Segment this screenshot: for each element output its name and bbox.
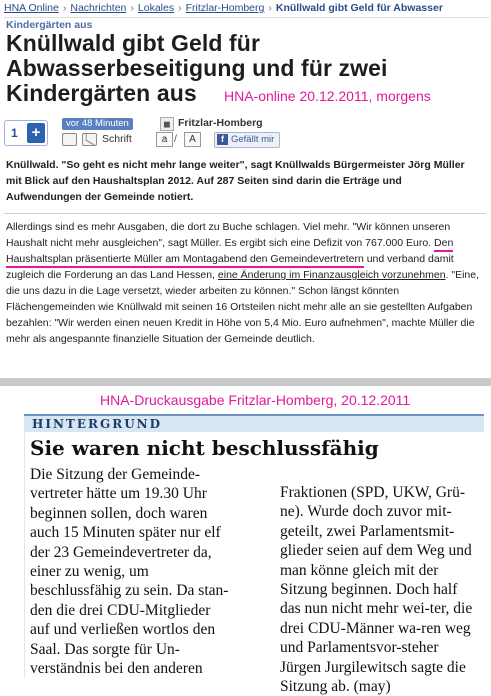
- print-headline: Sie waren nicht beschlussfähig: [30, 436, 379, 460]
- font-size-label: Schrift: [102, 133, 132, 145]
- body-text-part: und verband damit zugleich die Forderung an das Land Hessen,: [6, 253, 454, 281]
- body-text-part: . "Eine, die uns dazu in die Lage versetzt, wieder arbeiten zu können." Schon längst könnten Flächengemeinden wie Knüllwald mit seinen 16 Ortsteilen nicht mehr alle an sie gestellten Aufgaben bezahlen: "Wir werden einen neuen Kredit in Höhe von 5,4 Mio. Euro aufnehmen", machte Müller die mehr als angespannte finanzielle Situation der Gemeinde deutlich.: [6, 269, 480, 345]
- breadcrumb-link-fritzlar-homberg[interactable]: Fritzlar-Homberg: [185, 2, 265, 14]
- print-column-2: Fraktionen (SPD, UKW, Grü-ne). Wurde doch zuvor mit-geteilt, zwei Parlamentsmit-glieder seien auf dem Weg und man könne gleich mit der Sitzung beginnen. Doch half das nun nicht mehr wei-ter, die drei CDU-Männer wa-ren weg und Parlamentsvor-steher Jürgen Jurgilewitsch sagte die Sitzung ab. (may): [280, 484, 473, 696]
- article-teaser: Knüllwald. "So geht es nicht mehr lange weiter", sagt Knüllwalds Bürgermeister Jörg Müller mit Blick auf den Haushaltsplan 2012. Auf 287 Seiten sind darin die Erträge und Aufwendungen der Gemeinde notiert.: [6, 159, 465, 203]
- font-smaller-button[interactable]: a: [156, 132, 173, 147]
- rubric-label: HINTERGRUND: [32, 417, 163, 431]
- breadcrumb-separator: ›: [268, 2, 272, 14]
- breadcrumb-link-lokales[interactable]: Lokales: [137, 2, 175, 14]
- breadcrumb-separator: ›: [62, 2, 67, 14]
- share-count: 1: [11, 126, 18, 140]
- print-column-1: Die Sitzung der Gemeinde-vertreter hätte um 19.30 Uhr beginnen sollen, doch waren auch 15 Minuten später nur elf der 23 Gemeindevertreter da, einer zu wenig, um beschlussfähig zu sein. Da stan-den die drei CDU-Mitglieder auf und verließen wortlos den Saal. Das sorgte für Un-verständnis bei den anderen: [30, 466, 229, 678]
- article-headline: Knüllwald gibt Geld für Abwasserbeseitigung und für zwei Kindergärten aus: [6, 30, 388, 106]
- print-icon[interactable]: [62, 133, 77, 146]
- share-count-button[interactable]: [4, 120, 48, 146]
- section-divider: [0, 378, 491, 386]
- time-badge: vor 48 Minuten: [62, 118, 133, 130]
- body-underline: eine Änderung im Finanzausgleich vorzunehmen: [217, 269, 446, 281]
- breadcrumb-link-nachrichten[interactable]: Nachrichten: [70, 2, 127, 14]
- breadcrumb-link-hna-online[interactable]: HNA Online: [4, 2, 59, 14]
- location-label: Fritzlar-Homberg: [178, 117, 263, 129]
- article-toolbar: [4, 116, 484, 154]
- body-text-part: Allerdings sind es mehr Ausgaben, die dort zu Buche schlagen. Viel mehr. "Wir können unseren Haushalt nicht mehr ausgleichen", sagt Müller. Es ergibt sich eine Defizit von 767.000 Euro.: [6, 221, 451, 249]
- plus-icon: +: [27, 123, 45, 143]
- online-date-stamp: HNA-online 20.12.2011, morgens: [224, 88, 431, 104]
- print-date-stamp: HNA-Druckausgabe Fritzlar-Homberg, 20.12.2011: [100, 392, 411, 408]
- article-body: [6, 219, 484, 347]
- blog-icon[interactable]: ◼: [160, 117, 174, 131]
- breadcrumb-separator: ›: [130, 2, 134, 14]
- breadcrumb: [4, 2, 490, 18]
- divider: [4, 213, 486, 214]
- breadcrumb-separator: ›: [178, 2, 182, 14]
- body-highlight: Den Haushaltsplan präsentierte Müller am Montagabend den Gemeindevertretern: [6, 237, 453, 268]
- facebook-icon: f: [217, 134, 228, 145]
- article-kicker: Kindergärten aus: [6, 19, 93, 31]
- breadcrumb-current: Knüllwald gibt Geld für Abwasser: [275, 2, 443, 14]
- font-separator: /: [174, 133, 177, 145]
- font-larger-button[interactable]: A: [184, 132, 201, 147]
- rubric-bar: [24, 414, 484, 432]
- mail-icon[interactable]: [82, 133, 97, 146]
- facebook-like-label: Gefällt mir: [231, 134, 275, 145]
- facebook-like-button[interactable]: [214, 132, 280, 148]
